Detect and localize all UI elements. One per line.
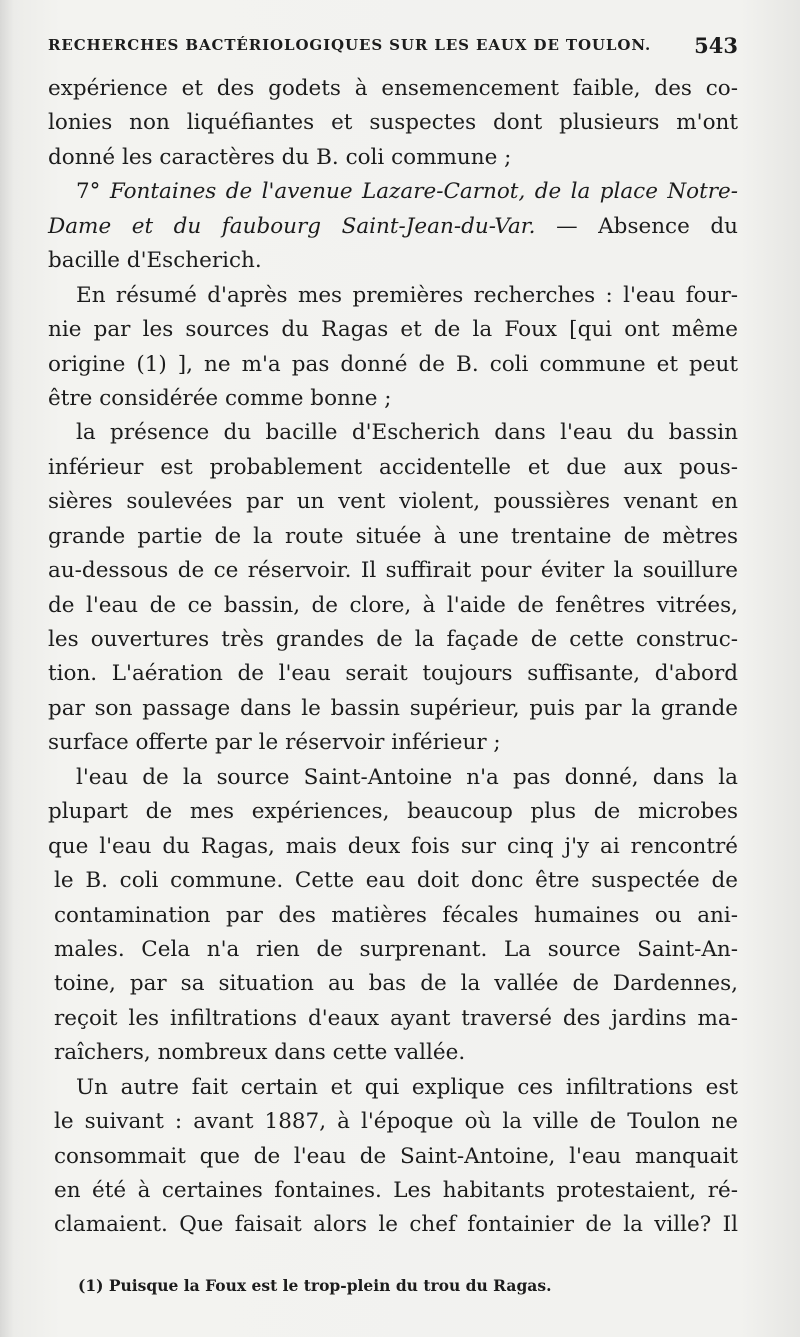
text-line: au-dessous de ce réservoir. Il suffirait pour éviter la souillure <box>48 558 738 584</box>
text-line: inférieur est probablement accidentelle et due aux pous- <box>48 454 738 480</box>
text-line: tion. L'aération de l'eau serait toujours suffisante, d'abord <box>48 661 738 687</box>
footnote: (1) Puisque la Foux est le trop-plein du trou du Ragas. <box>78 1276 552 1295</box>
text-fragment: — Absence du <box>535 213 738 239</box>
text-line: consommait que de l'eau de Saint-Antoine, l'eau manquait <box>54 1143 738 1169</box>
text-line: clamaient. Que faisait alors le chef fontainier de la ville? Il <box>54 1212 738 1238</box>
italic-heading: Fontaines de l'avenue Lazare-Carnot, de la place Notre- <box>109 179 739 205</box>
text-line: expérience et des godets à ensemencement faible, des co- <box>48 76 738 101</box>
text-line: reçoit les infiltrations d'eaux ayant traversé des jardins ma- <box>54 1005 738 1031</box>
text-line: contamination par des matières fécales humaines ou ani- <box>54 902 738 928</box>
text-line: la présence du bacille d'Escherich dans l'eau du bassin <box>76 420 738 446</box>
text-line: l'eau de la source Saint-Antoine n'a pas donné, dans la <box>76 764 738 790</box>
text-line: en été à certaines fontaines. Les habitants protestaient, ré- <box>54 1178 738 1203</box>
text-line: grande partie de la route située à une trentaine de mètres <box>48 523 738 549</box>
text-line: bacille d'Escherich. <box>48 248 262 274</box>
page-number: 543 <box>694 33 738 58</box>
text-line: le suivant : avant 1887, à l'époque où la ville de Toulon ne <box>54 1109 738 1135</box>
text-line: surface offerte par le réservoir inférieur ; <box>48 730 501 756</box>
text-line: lonies non liquéfiantes et suspectes dont plusieurs m'ont <box>48 110 738 136</box>
body-text <box>48 72 738 1243</box>
text-line: males. Cela n'a rien de surprenant. La source Saint-An- <box>54 936 738 962</box>
text-line: donné les caractères du B. coli commune ; <box>48 144 512 170</box>
text-line <box>48 210 738 244</box>
text-line: Un autre fait certain et qui explique ces infiltrations est <box>76 1074 738 1100</box>
list-number: 7° <box>76 179 110 205</box>
text-line: sières soulevées par un vent violent, poussières venant en <box>48 489 738 515</box>
text-line: de l'eau de ce bassin, de clore, à l'aide de fenêtres vitrées, <box>48 592 738 618</box>
text-line: plupart de mes expériences, beaucoup plus de microbes <box>48 799 738 825</box>
text-line: origine (1) ], ne m'a pas donné de B. coli commune et peut <box>48 351 738 377</box>
running-title: RECHERCHES BACTÉRIOLOGIQUES SUR LES EAUX DE TOULON. <box>48 36 652 54</box>
text-line: toine, par sa situation au bas de la vallée de Dardennes, <box>54 971 738 997</box>
page-header <box>48 33 738 66</box>
text-line: nie par les sources du Ragas et de la Foux [qui ont même <box>48 317 738 343</box>
text-line: le B. coli commune. Cette eau doit donc être suspectée de <box>54 868 738 894</box>
text-line: être considérée comme bonne ; <box>48 385 392 411</box>
text-line: En résumé d'après mes premières recherches : l'eau four- <box>76 282 738 308</box>
text-line: les ouvertures très grandes de la façade de cette construc- <box>48 627 738 652</box>
text-line: que l'eau du Ragas, mais deux fois sur cinq j'y ai rencontré <box>48 833 738 859</box>
text-line <box>48 175 738 209</box>
italic-heading: Dame et du faubourg Saint-Jean-du-Var. <box>48 213 536 239</box>
text-line: par son passage dans le bassin supérieur, puis par la grande <box>48 695 738 721</box>
text-line: raîchers, nombreux dans cette vallée. <box>54 1040 466 1066</box>
